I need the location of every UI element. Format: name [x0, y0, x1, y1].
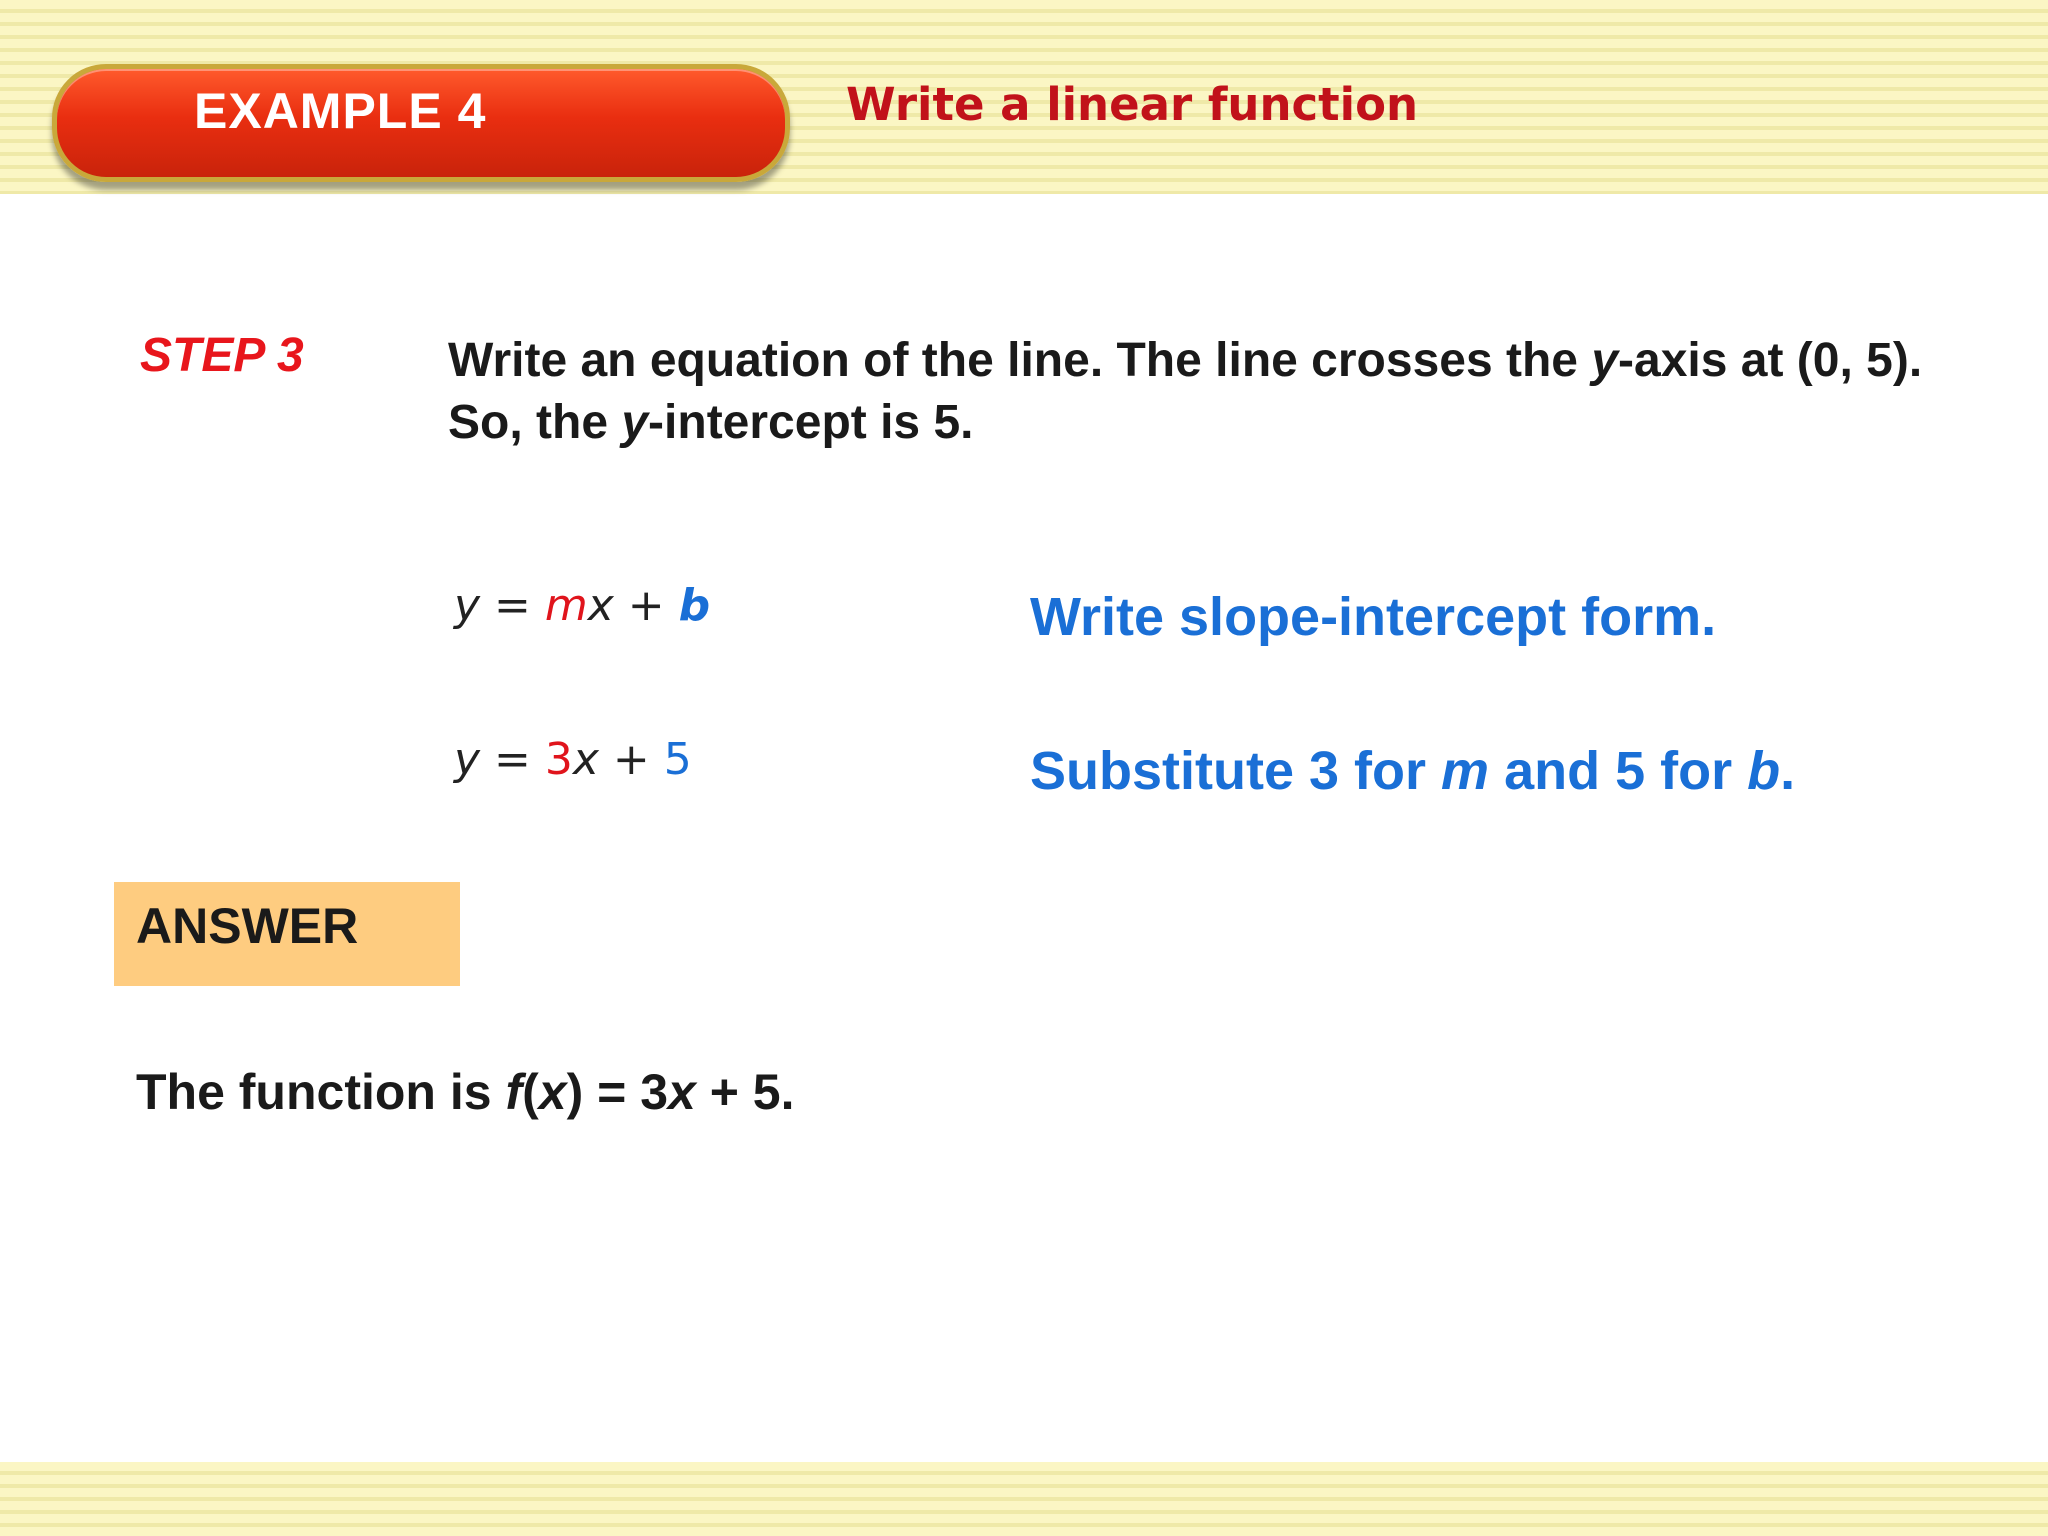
example-badge-label: EXAMPLE 4: [194, 83, 487, 139]
eq-b: b: [678, 580, 711, 631]
step-var-y: y: [1591, 334, 1619, 387]
step-text-part: Write an equation of the line. The line crosses the: [448, 334, 1592, 387]
footer-band: [0, 1462, 2048, 1536]
note-b-value: 5: [1615, 741, 1646, 801]
answer-x: x: [538, 1064, 567, 1120]
note-text-part: for: [1645, 741, 1748, 801]
step-text-part: -intercept is: [648, 396, 934, 449]
answer-text-part: = 3: [583, 1064, 669, 1120]
slide-title: Write a linear function: [846, 78, 1419, 131]
note-text-part: Substitute: [1030, 741, 1309, 801]
eq-plus: +: [613, 580, 679, 631]
answer-text: [136, 1060, 795, 1124]
step-word: STEP: [140, 329, 264, 382]
eq-x: x: [572, 734, 599, 785]
step-number: 3: [276, 329, 304, 382]
eq-plus: +: [598, 734, 664, 785]
eq-intercept-value: 5: [663, 734, 692, 785]
step-point: (0, 5): [1796, 334, 1909, 387]
answer-text-part: + 5.: [695, 1064, 795, 1120]
equation-specific: [454, 732, 692, 788]
step-text-part: .: [960, 396, 974, 449]
note-text-part: .: [1780, 741, 1796, 801]
answer-paren: ): [566, 1064, 584, 1120]
step-label: [140, 326, 304, 386]
eq-y: y: [454, 734, 481, 785]
eq-m: m: [544, 580, 588, 631]
answer-f: f: [505, 1064, 523, 1120]
answer-x: x: [668, 1064, 696, 1120]
step-var-y: y: [621, 396, 649, 449]
note-var-m: m: [1441, 741, 1490, 801]
step-text-part: -axis at: [1618, 334, 1797, 387]
answer-text-part: The function is: [136, 1064, 506, 1120]
answer-label: ANSWER: [136, 898, 359, 954]
eq-slope-value: 3: [544, 734, 573, 785]
note-m-value: 3: [1309, 741, 1340, 801]
answer-paren: (: [522, 1064, 539, 1120]
eq-equals: =: [480, 580, 545, 631]
note-text-part: and: [1489, 741, 1616, 801]
note-slope-intercept: Write slope-intercept form.: [1030, 587, 1717, 647]
eq-y: y: [454, 580, 481, 631]
note-var-b: b: [1747, 741, 1781, 801]
step-text-part: . So, the: [448, 334, 1923, 449]
step-intercept-value: 5: [933, 396, 961, 449]
eq-x: x: [587, 580, 614, 631]
step-description: [448, 330, 1968, 454]
eq-equals: =: [480, 734, 545, 785]
equation-general: [454, 578, 710, 634]
note-text-part: for: [1339, 741, 1442, 801]
note-substitute: [1030, 738, 1795, 804]
